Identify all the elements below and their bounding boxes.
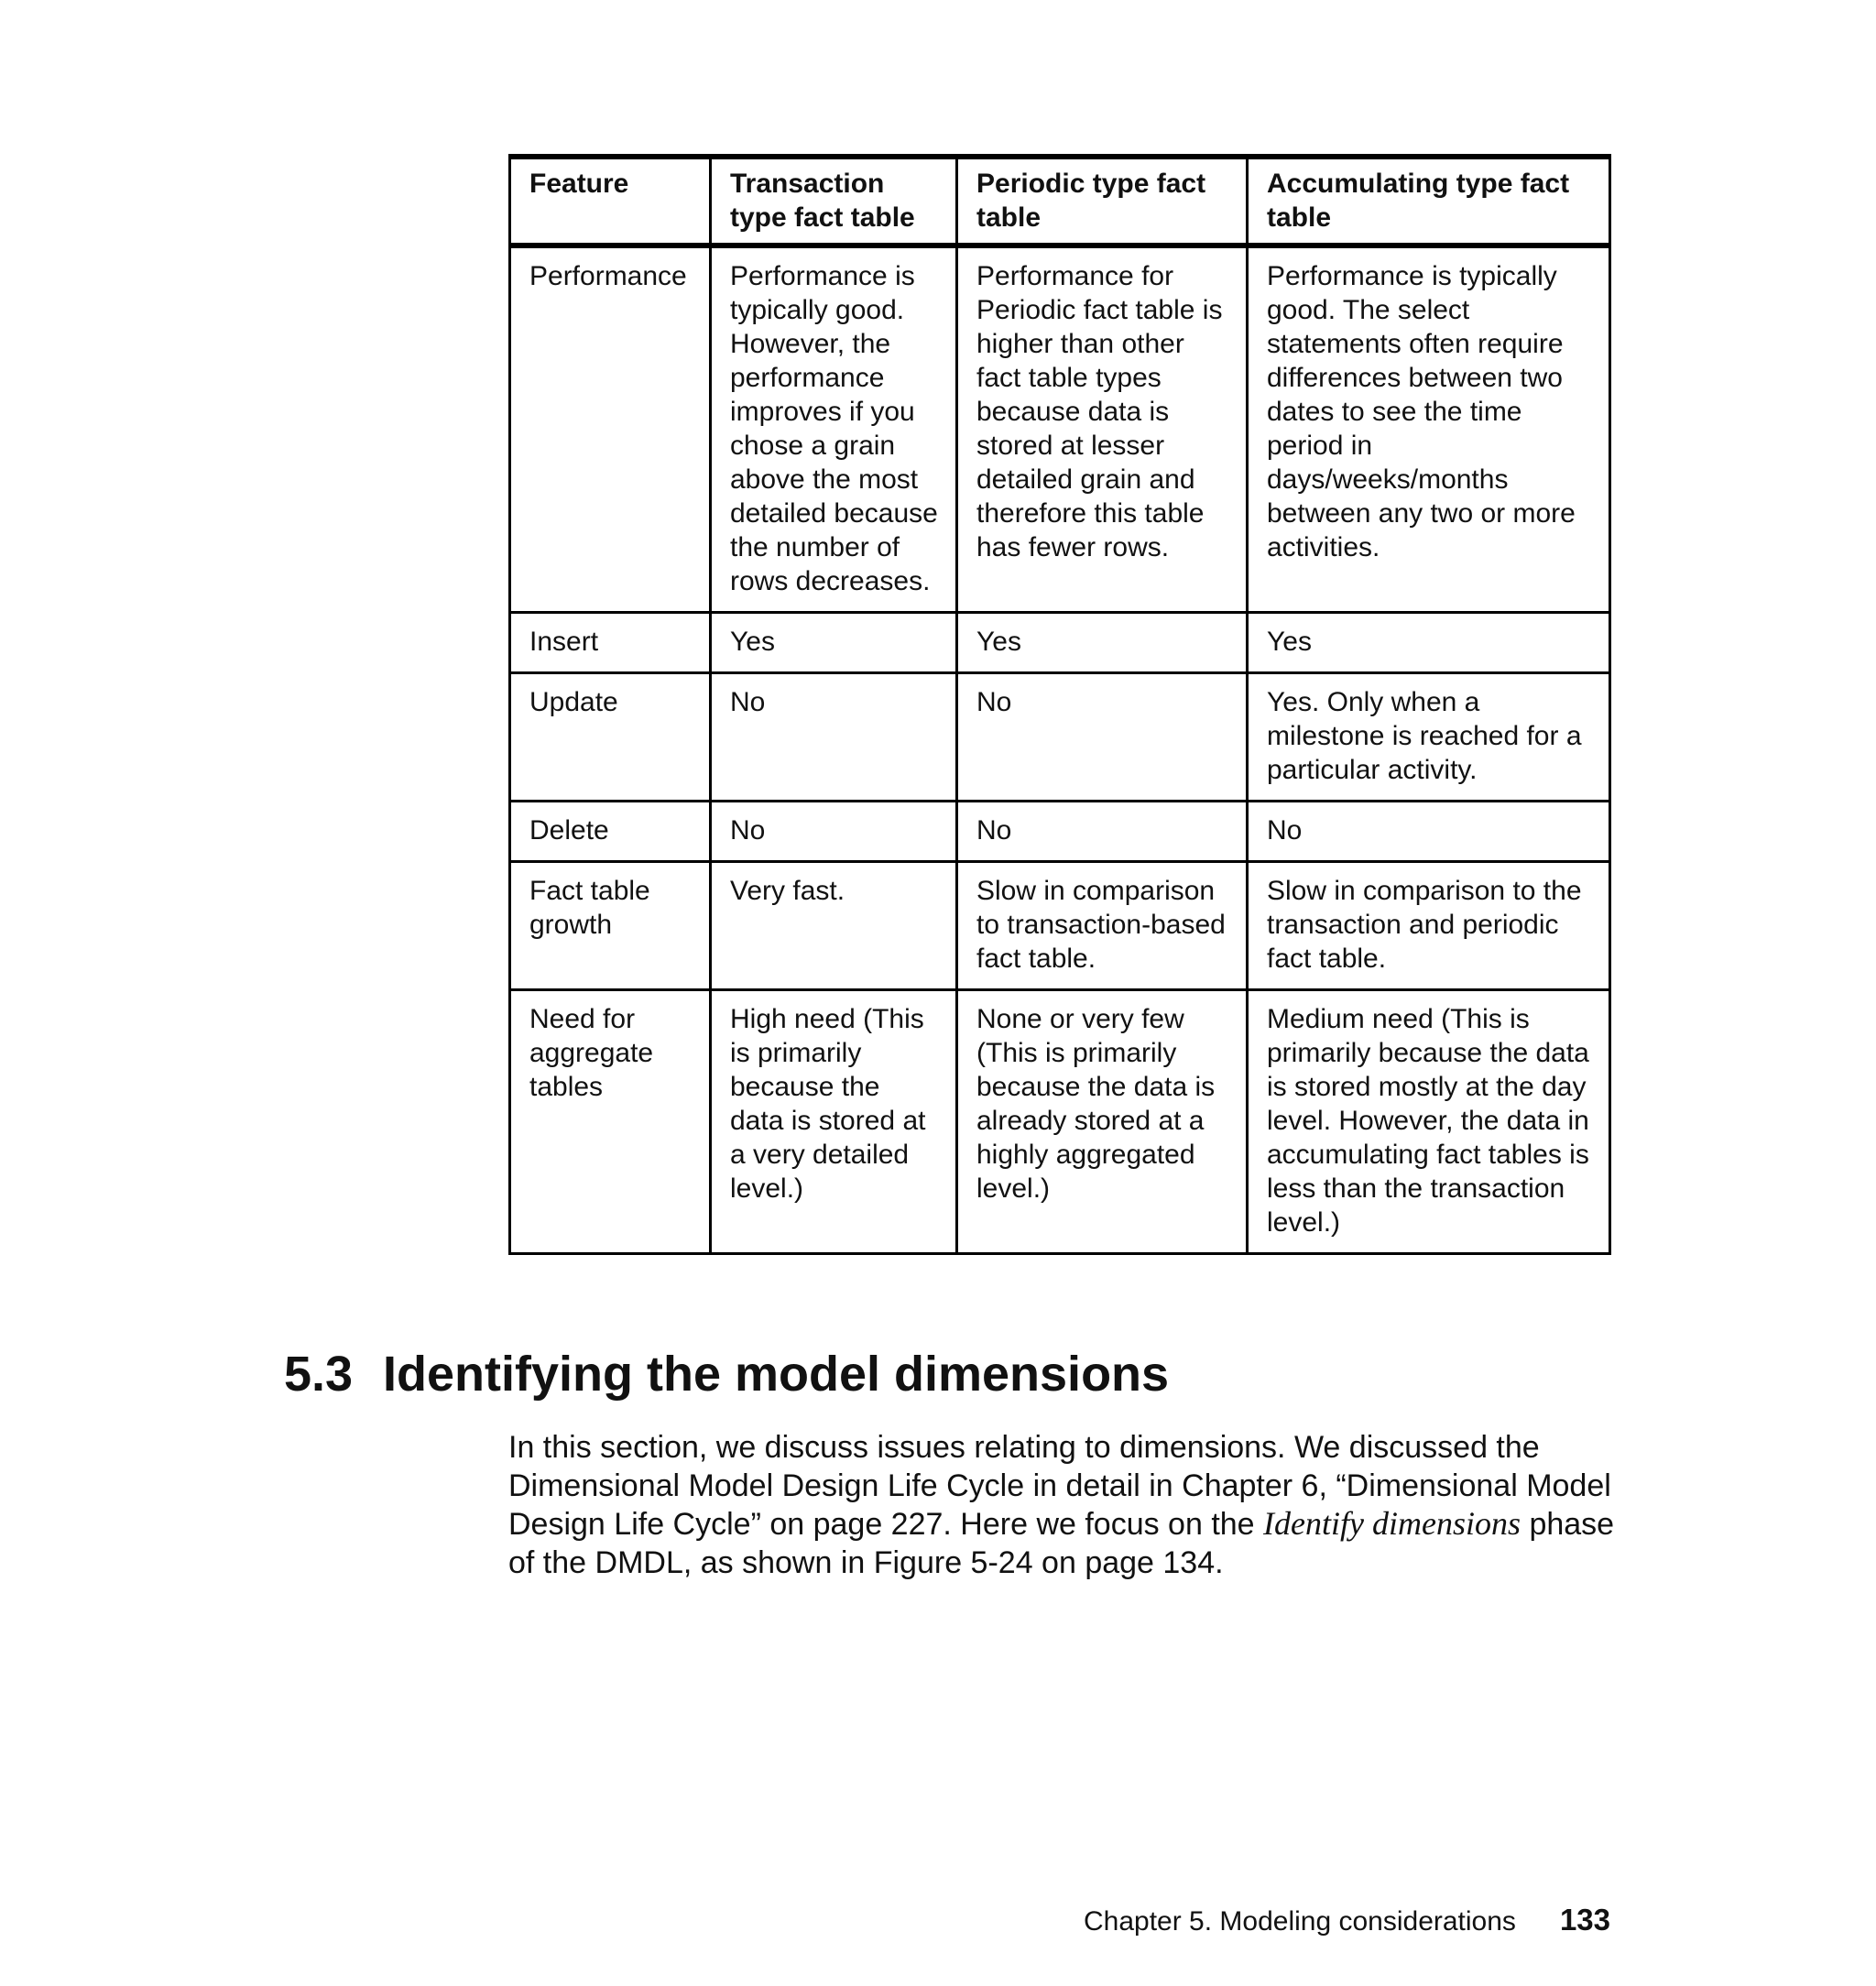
table-cell: Update [510,673,711,802]
header-feature: Feature [510,157,711,246]
table-cell: No [711,673,957,802]
table-cell: Slow in comparison to the transaction and periodic fact table. [1248,862,1610,990]
table-cell: Insert [510,613,711,673]
header-transaction: Transaction type fact table [711,157,957,246]
table-cell: Yes [711,613,957,673]
body-paragraph [508,1429,1617,1582]
table-cell: Need for aggregate tables [510,990,711,1254]
table-cell: Performance [510,246,711,613]
header-periodic: Periodic type fact table [957,157,1248,246]
table-row [510,802,1610,862]
table-row [510,246,1610,613]
table-header-row [510,157,1610,246]
section-title: Identifying the model dimensions [383,1347,1170,1402]
table-cell: High need (This is primarily because the data is stored at a very detailed level.) [711,990,957,1254]
table-row [510,613,1610,673]
paragraph-text-before: In this section, we discuss issues relating to dimensions. We discussed the Dimensional Model Design Life Cycle in detail in Chapter 6, “Dimensional Model Design Life Cycle” on page 227. Here we focus on the [508,1430,1611,1542]
table-row [510,862,1610,990]
table-cell: Very fast. [711,862,957,990]
paragraph-emphasis: Identify dimensions [1263,1505,1521,1542]
section-heading [284,1342,1169,1406]
table-cell: No [711,802,957,862]
table-cell: No [1248,802,1610,862]
table-cell: Medium need (This is primarily because the data is stored mostly at the day level. However, the data in accumulating fact tables is less than the transaction level.) [1248,990,1610,1254]
table-row [510,673,1610,802]
table-cell: Delete [510,802,711,862]
page-number: 133 [1559,1903,1610,1937]
table-cell: No [957,673,1248,802]
table-cell: Slow in comparison to transaction-based fact table. [957,862,1248,990]
table-cell: Fact table growth [510,862,711,990]
header-accumulating: Accumulating type fact table [1248,157,1610,246]
table-cell: No [957,802,1248,862]
table-cell: Performance is typically good. However, the performance improves if you chose a grain above the most detailed because the number of rows decreases. [711,246,957,613]
section-number: 5.3 [284,1347,354,1402]
page-footer [1084,1904,1610,1938]
fact-table-comparison [508,154,1611,1255]
table-cell: Yes [1248,613,1610,673]
paragraph-text-after: phase of the DMDL, as shown in Figure 5-24 on page 134. [508,1507,1615,1580]
footer-chapter-title: Chapter 5. Modeling considerations [1083,1906,1516,1937]
table-cell: Yes. Only when a milestone is reached for a particular activity. [1248,673,1610,802]
table-cell: Yes [957,613,1248,673]
table-cell: Performance for Periodic fact table is higher than other fact table types because data is stored at lesser detailed grain and therefore this table has fewer rows. [957,246,1248,613]
table-cell: None or very few (This is primarily because the data is already stored at a highly aggregated level.) [957,990,1248,1254]
table-row [510,990,1610,1254]
table-cell: Performance is typically good. The select statements often require differences between two dates to see the time period in days/weeks/months between any two or more activities. [1248,246,1610,613]
